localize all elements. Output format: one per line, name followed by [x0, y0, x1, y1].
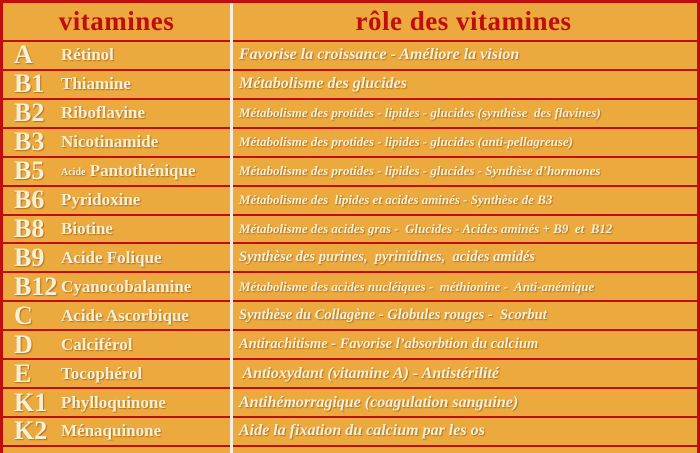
- vitamin-letter: B3: [14, 127, 45, 157]
- vitamin-cell: [3, 360, 230, 387]
- vitamin-letter: E: [14, 358, 32, 388]
- role-cell: [230, 302, 697, 329]
- role-text: Métabolisme des acides gras - Glucides - Acides aminés + B9 et B12: [239, 220, 613, 236]
- vitamin-cell: [3, 158, 230, 185]
- table-row: [3, 156, 697, 185]
- role-text: Antirachitisme - Favorise l’absorbtion du calcium: [239, 336, 539, 353]
- vitamin-name: [61, 277, 191, 297]
- vitamin-letter: B9: [14, 242, 45, 272]
- vitamin-cell: [3, 331, 230, 358]
- column-divider: [230, 0, 233, 453]
- table-row: [3, 127, 697, 156]
- vitamin-name: [61, 306, 189, 326]
- role-cell: [230, 129, 697, 156]
- vitamin-name: [61, 421, 161, 441]
- vitamin-name: [61, 45, 114, 65]
- vitamin-name: [61, 103, 145, 123]
- vitamin-name-text: Pyridoxine: [61, 190, 141, 210]
- vitamin-letter: B1: [14, 69, 45, 99]
- role-text: Aide la fixation du calcium par les os: [239, 422, 485, 440]
- vitamin-name-text: Acide Folique: [61, 247, 162, 267]
- vitamin-cell: [3, 129, 230, 156]
- role-text: Synthèse des purines, pyrinidines, acides amidés: [239, 249, 536, 266]
- vitamin-cell: [3, 100, 230, 127]
- vitamin-name: [61, 190, 140, 210]
- vitamin-cell: [3, 187, 230, 214]
- vitamin-name-text: Acide Ascorbique: [61, 305, 189, 325]
- role-cell: [230, 187, 697, 214]
- vitamin-letter: A: [14, 40, 33, 70]
- vitamin-name-text: Riboflavine: [61, 103, 146, 123]
- vitamin-letter: K1: [14, 387, 48, 417]
- role-text: Métabolisme des lipides et acides aminés - Synthèse de B3: [239, 192, 553, 208]
- table-body: [3, 40, 697, 445]
- vitamin-cell: [3, 42, 230, 69]
- role-cell: [230, 389, 697, 416]
- vitamin-name-text: Biotine: [61, 218, 113, 238]
- role-text: Antihémorragique (coagulation sanguine): [239, 393, 519, 411]
- vitamin-letter: D: [14, 329, 33, 359]
- role-cell: [230, 360, 697, 387]
- vitamin-cell: [3, 302, 230, 329]
- vitamin-name: [61, 132, 158, 152]
- header-role-des-vitamines: rôle des vitamines: [355, 6, 572, 36]
- vitamin-name: [61, 248, 162, 268]
- table-row: [3, 271, 697, 300]
- vitamin-cell: [3, 389, 230, 416]
- vitamin-name: [61, 393, 166, 413]
- table-row: [3, 185, 697, 214]
- vitamin-cell: [3, 244, 230, 271]
- vitamin-name-text: Nicotinamide: [61, 132, 159, 152]
- role-text: Métabolisme des acides nucléiques - méthionine - Anti-anémique: [239, 278, 595, 294]
- role-text: Favorise la croissance - Améliore la vision: [239, 46, 520, 64]
- role-cell: [230, 216, 697, 243]
- vitamin-letter: B5: [14, 156, 45, 186]
- role-cell: [230, 100, 697, 127]
- vitamin-cell: [3, 71, 230, 98]
- vitamin-name-prefix: Acide: [61, 167, 86, 179]
- role-cell: [230, 273, 697, 300]
- vitamin-name: [61, 74, 131, 94]
- role-text: Métabolisme des protides - lipides - glucides - Synthèse d’hormones: [239, 163, 601, 179]
- role-cell: [230, 418, 697, 445]
- role-text: Métabolisme des protides - lipides - glucides (synthèse des flavines): [239, 105, 601, 121]
- role-text: Synthèse du Collagène - Globules rouges - Scorbut: [239, 307, 547, 324]
- table-row: [3, 329, 697, 358]
- vitamin-letter: K2: [14, 416, 48, 446]
- vitamin-name-text: Pantothénique: [89, 161, 196, 181]
- vitamin-name: [61, 335, 132, 355]
- vitamin-name-text: Calciférol: [61, 334, 133, 354]
- vitamin-name-text: Phylloquinone: [61, 392, 166, 412]
- table-row: [3, 214, 697, 243]
- vitamin-name-text: Tocophérol: [61, 363, 143, 383]
- role-cell: [230, 42, 697, 69]
- vitamin-letter: C: [14, 300, 33, 330]
- vitamin-name-text: Cyanocobalamine: [61, 276, 192, 296]
- role-text: Antioxydant (vitamine A) - Antistérilité: [239, 364, 500, 382]
- vitamin-name: [61, 364, 142, 384]
- table-row: [3, 358, 697, 387]
- vitamin-cell: [3, 418, 230, 445]
- role-text: Métabolisme des protides - lipides - glucides (anti-pellagreuse): [239, 134, 573, 150]
- role-cell: [230, 331, 697, 358]
- table-row: [3, 242, 697, 271]
- vitamin-name-text: Thiamine: [61, 74, 131, 94]
- table-row: [3, 69, 697, 98]
- role-cell: [230, 71, 697, 98]
- table-row: [3, 40, 697, 69]
- role-cell: [230, 158, 697, 185]
- header-vitamines: vitamines: [58, 6, 175, 36]
- bottom-strip: [3, 445, 697, 453]
- table-row: [3, 387, 697, 416]
- vitamin-name: [61, 219, 113, 239]
- vitamin-letter: B12: [14, 271, 58, 301]
- vitamin-cell: [3, 213, 230, 243]
- role-cell: [230, 244, 697, 271]
- vitamin-cell: [3, 273, 230, 300]
- table-row: [3, 98, 697, 127]
- vitamin-name-text: Ménaquinone: [61, 421, 162, 441]
- vitamin-name-text: Rétinol: [61, 45, 114, 65]
- role-text: Métabolisme des glucides: [239, 75, 407, 93]
- table-row: [3, 416, 697, 445]
- vitamin-letter: B2: [14, 98, 45, 128]
- vitamin-name: [61, 161, 196, 181]
- table-header: [3, 3, 697, 40]
- table-row: [3, 300, 697, 329]
- vitamin-letter: B6: [14, 185, 45, 215]
- vitamin-letter: B8: [14, 213, 45, 243]
